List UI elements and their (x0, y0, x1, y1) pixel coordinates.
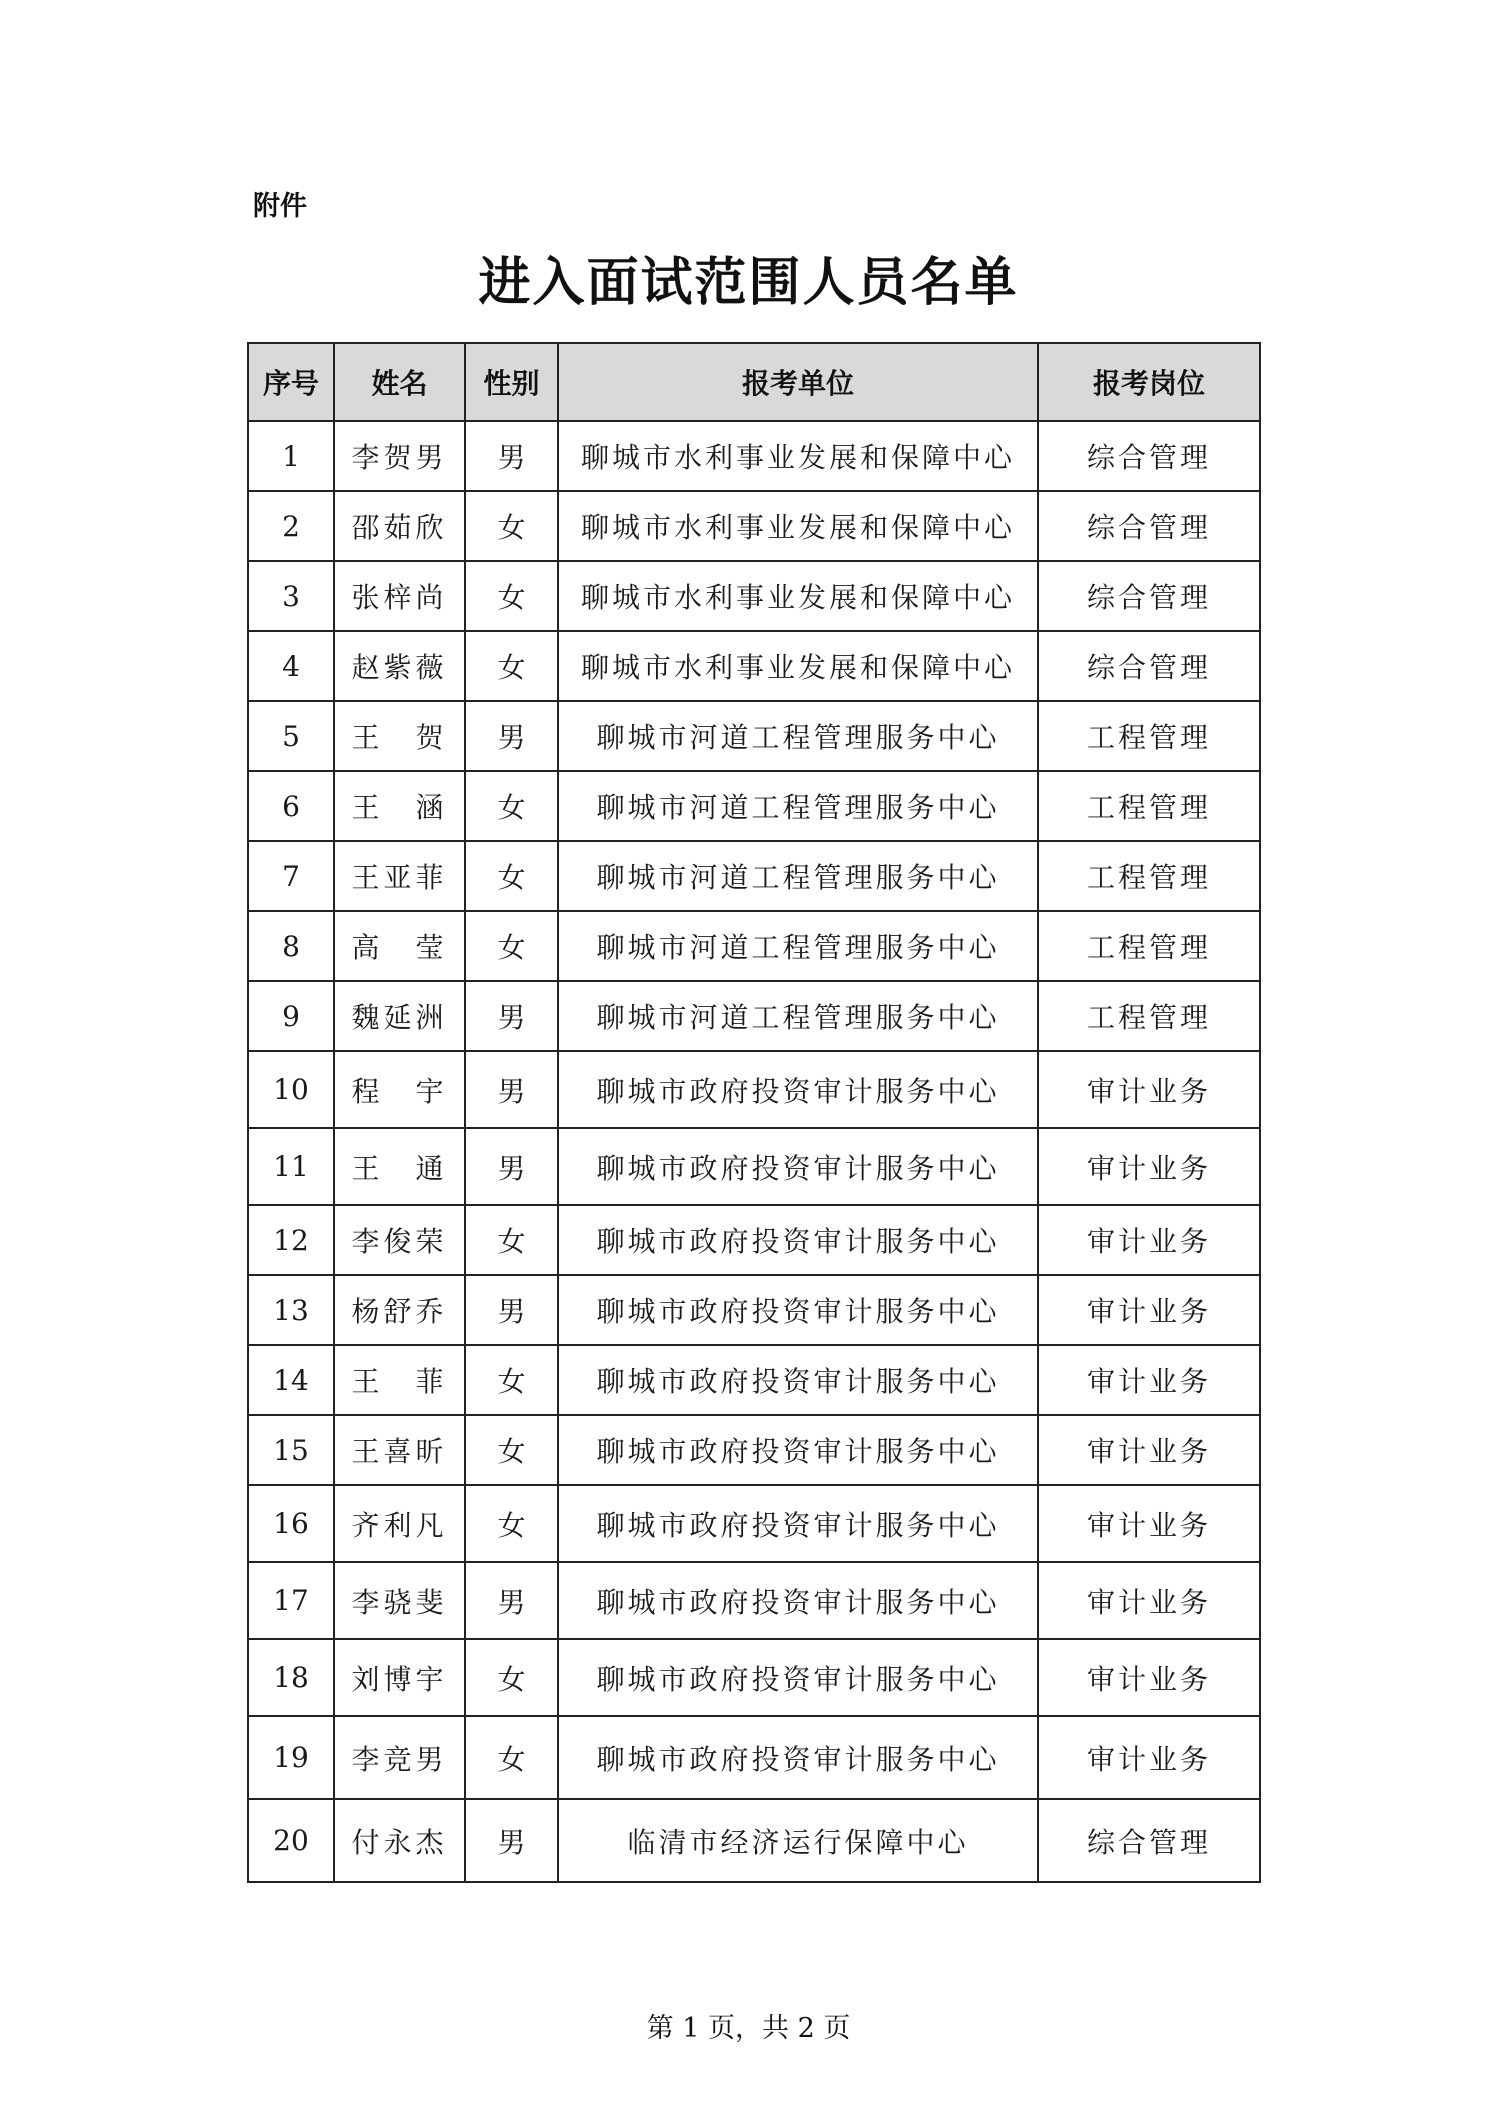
header-position: 报考岗位 (1038, 343, 1260, 421)
cell-name: 杨舒乔 (334, 1275, 465, 1345)
cell-unit: 聊城市河道工程管理服务中心 (558, 771, 1038, 841)
cell-position: 工程管理 (1038, 981, 1260, 1051)
table-row (248, 911, 1260, 981)
cell-sex: 女 (465, 1716, 558, 1799)
table-row (248, 1639, 1260, 1716)
cell-no: 2 (248, 491, 334, 561)
cell-sex: 女 (465, 841, 558, 911)
cell-sex: 女 (465, 1415, 558, 1485)
cell-no: 8 (248, 911, 334, 981)
header-name: 姓名 (334, 343, 465, 421)
cell-sex: 男 (465, 701, 558, 771)
cell-sex: 男 (465, 1562, 558, 1639)
cell-unit: 临清市经济运行保障中心 (558, 1799, 1038, 1882)
cell-no: 3 (248, 561, 334, 631)
cell-no: 14 (248, 1345, 334, 1415)
table-row (248, 841, 1260, 911)
table-row (248, 561, 1260, 631)
cell-position: 审计业务 (1038, 1716, 1260, 1799)
cell-position: 综合管理 (1038, 491, 1260, 561)
cell-sex: 男 (465, 1799, 558, 1882)
cell-no: 4 (248, 631, 334, 701)
cell-position: 综合管理 (1038, 631, 1260, 701)
header-no: 序号 (248, 343, 334, 421)
cell-position: 审计业务 (1038, 1415, 1260, 1485)
cell-unit: 聊城市河道工程管理服务中心 (558, 911, 1038, 981)
cell-unit: 聊城市政府投资审计服务中心 (558, 1205, 1038, 1275)
cell-name: 王 菲 (334, 1345, 465, 1415)
cell-sex: 男 (465, 981, 558, 1051)
cell-position: 审计业务 (1038, 1275, 1260, 1345)
cell-no: 10 (248, 1051, 334, 1128)
cell-unit: 聊城市政府投资审计服务中心 (558, 1345, 1038, 1415)
cell-position: 综合管理 (1038, 561, 1260, 631)
header-unit: 报考单位 (558, 343, 1038, 421)
candidate-table (247, 342, 1261, 1883)
cell-position: 工程管理 (1038, 701, 1260, 771)
cell-sex: 女 (465, 561, 558, 631)
cell-name: 李贺男 (334, 421, 465, 491)
cell-unit: 聊城市政府投资审计服务中心 (558, 1562, 1038, 1639)
cell-name: 王 贺 (334, 701, 465, 771)
cell-sex: 女 (465, 1345, 558, 1415)
document-title: 进入面试范围人员名单 (478, 252, 1019, 313)
cell-no: 9 (248, 981, 334, 1051)
cell-no: 13 (248, 1275, 334, 1345)
cell-name: 程 宇 (334, 1051, 465, 1128)
table-row (248, 1345, 1260, 1415)
cell-no: 18 (248, 1639, 334, 1716)
cell-position: 审计业务 (1038, 1345, 1260, 1415)
cell-no: 15 (248, 1415, 334, 1485)
table-header-row (248, 343, 1260, 421)
page-number-footer: 第 1 页，共 2 页 (646, 2013, 851, 2044)
table-row (248, 1716, 1260, 1799)
cell-sex: 男 (465, 421, 558, 491)
cell-name: 王喜昕 (334, 1415, 465, 1485)
cell-position: 审计业务 (1038, 1051, 1260, 1128)
cell-sex: 女 (465, 1639, 558, 1716)
cell-position: 审计业务 (1038, 1128, 1260, 1205)
cell-sex: 女 (465, 1205, 558, 1275)
cell-name: 魏延洲 (334, 981, 465, 1051)
cell-sex: 女 (465, 1485, 558, 1562)
table-row (248, 1128, 1260, 1205)
table-row (248, 1275, 1260, 1345)
cell-unit: 聊城市政府投资审计服务中心 (558, 1128, 1038, 1205)
cell-position: 综合管理 (1038, 1799, 1260, 1882)
cell-sex: 女 (465, 771, 558, 841)
table-row (248, 631, 1260, 701)
cell-unit: 聊城市政府投资审计服务中心 (558, 1639, 1038, 1716)
cell-sex: 男 (465, 1275, 558, 1345)
cell-sex: 女 (465, 631, 558, 701)
cell-no: 1 (248, 421, 334, 491)
cell-unit: 聊城市政府投资审计服务中心 (558, 1415, 1038, 1485)
cell-name: 赵紫薇 (334, 631, 465, 701)
cell-unit: 聊城市水利事业发展和保障中心 (558, 421, 1038, 491)
cell-sex: 男 (465, 1128, 558, 1205)
table-row (248, 491, 1260, 561)
cell-position: 审计业务 (1038, 1562, 1260, 1639)
cell-position: 审计业务 (1038, 1639, 1260, 1716)
cell-sex: 男 (465, 1051, 558, 1128)
table-row (248, 1799, 1260, 1882)
cell-name: 付永杰 (334, 1799, 465, 1882)
table-row (248, 1562, 1260, 1639)
cell-no: 16 (248, 1485, 334, 1562)
table-row (248, 1485, 1260, 1562)
cell-unit: 聊城市政府投资审计服务中心 (558, 1275, 1038, 1345)
header-sex: 性别 (465, 343, 558, 421)
cell-position: 综合管理 (1038, 421, 1260, 491)
cell-name: 王 涵 (334, 771, 465, 841)
cell-no: 17 (248, 1562, 334, 1639)
cell-unit: 聊城市河道工程管理服务中心 (558, 981, 1038, 1051)
cell-name: 齐利凡 (334, 1485, 465, 1562)
table-row (248, 1415, 1260, 1485)
cell-name: 张梓尚 (334, 561, 465, 631)
cell-name: 王亚菲 (334, 841, 465, 911)
table-row (248, 1051, 1260, 1128)
table-row (248, 421, 1260, 491)
cell-no: 12 (248, 1205, 334, 1275)
cell-unit: 聊城市政府投资审计服务中心 (558, 1485, 1038, 1562)
cell-position: 工程管理 (1038, 911, 1260, 981)
cell-name: 李俊荣 (334, 1205, 465, 1275)
table-row (248, 981, 1260, 1051)
table-row (248, 701, 1260, 771)
table-row (248, 1205, 1260, 1275)
cell-unit: 聊城市河道工程管理服务中心 (558, 701, 1038, 771)
cell-position: 审计业务 (1038, 1485, 1260, 1562)
cell-unit: 聊城市水利事业发展和保障中心 (558, 561, 1038, 631)
cell-unit: 聊城市政府投资审计服务中心 (558, 1051, 1038, 1128)
cell-name: 刘博宇 (334, 1639, 465, 1716)
cell-sex: 女 (465, 911, 558, 981)
cell-name: 李竞男 (334, 1716, 465, 1799)
cell-unit: 聊城市水利事业发展和保障中心 (558, 631, 1038, 701)
cell-no: 20 (248, 1799, 334, 1882)
cell-unit: 聊城市政府投资审计服务中心 (558, 1716, 1038, 1799)
cell-name: 邵茹欣 (334, 491, 465, 561)
cell-no: 7 (248, 841, 334, 911)
cell-position: 工程管理 (1038, 771, 1260, 841)
cell-unit: 聊城市水利事业发展和保障中心 (558, 491, 1038, 561)
table-row (248, 771, 1260, 841)
attachment-label: 附件 (253, 191, 307, 222)
cell-sex: 女 (465, 491, 558, 561)
cell-position: 审计业务 (1038, 1205, 1260, 1275)
cell-unit: 聊城市河道工程管理服务中心 (558, 841, 1038, 911)
cell-name: 高 莹 (334, 911, 465, 981)
cell-name: 李骁斐 (334, 1562, 465, 1639)
cell-no: 19 (248, 1716, 334, 1799)
cell-position: 工程管理 (1038, 841, 1260, 911)
cell-name: 王 通 (334, 1128, 465, 1205)
cell-no: 11 (248, 1128, 334, 1205)
cell-no: 5 (248, 701, 334, 771)
cell-no: 6 (248, 771, 334, 841)
